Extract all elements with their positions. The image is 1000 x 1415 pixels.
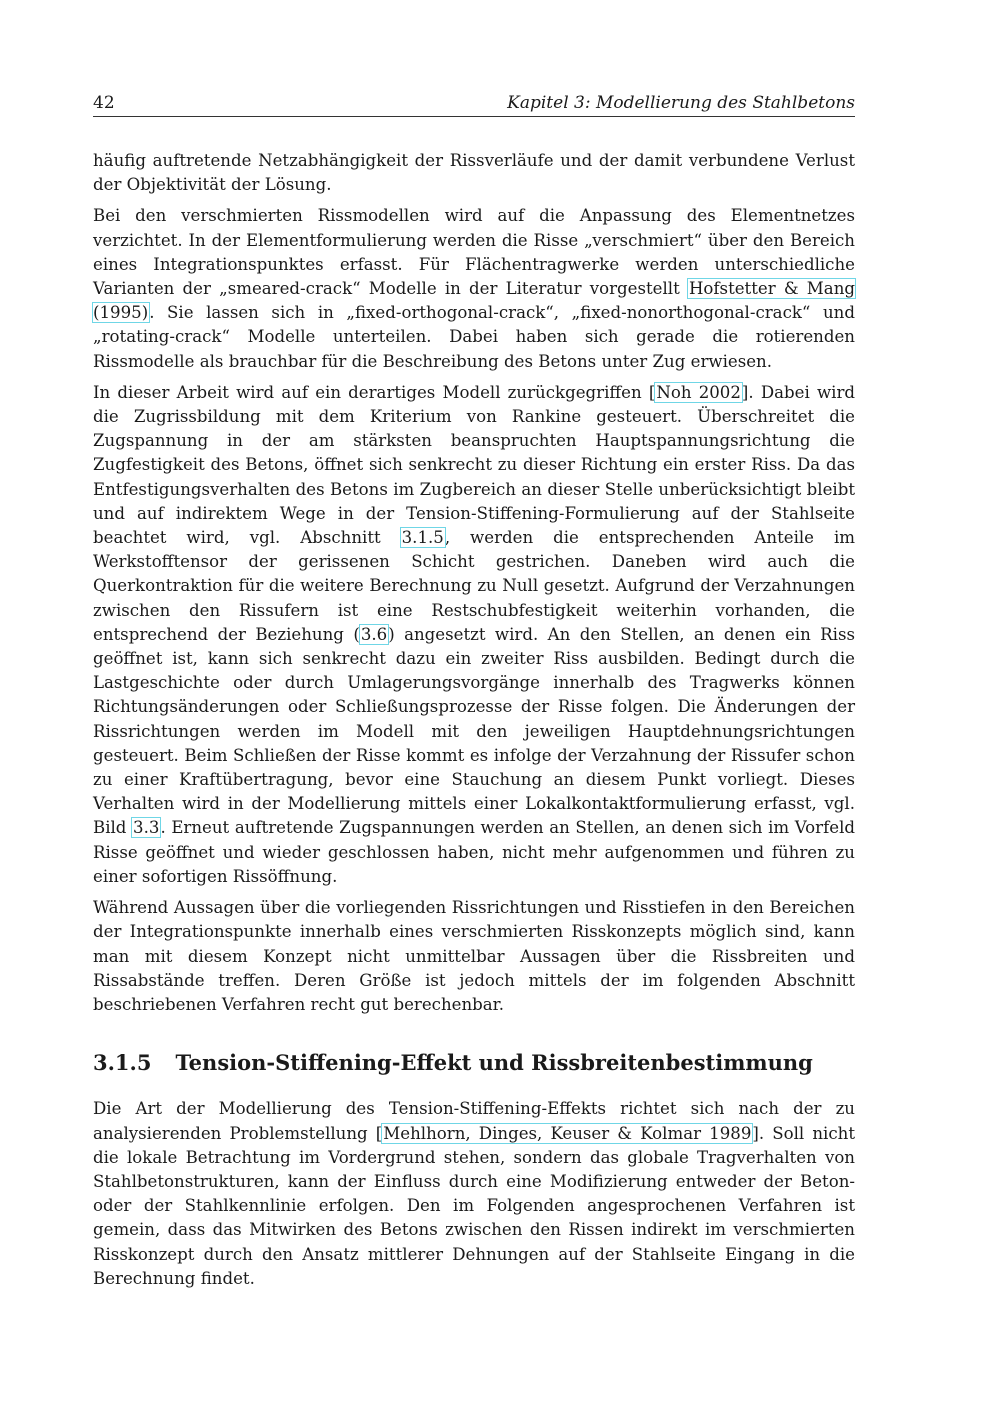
paragraph	[93, 204, 855, 373]
paragraph-text: ) angesetzt wird. An den Stellen, an denen ein Riss geöffnet ist, kann sich senkrecht dazu ein zweiter Riss ausbilden. Bedingt durch die Lastgeschichte oder durch Umlagerungsvorgänge innerhalb des Tragwerks können Richtungsänderungen oder Schließungsprozesse der Risse folgen. Die Änderungen der Rissrichtungen werden im Modell mit den jeweiligen Hauptdehnungsrichtungen gesteuert. Beim Schließen der Risse kommt es infolge der Verzahnung der Rissufer schon zu einer Kraftübertragung, bevor eine Stauchung an diesem Punkt vorliegt. Dieses Verhalten wird in der Modellierung mittels einer Lokalkontaktformulierung erfasst, vgl. Bild	[93, 624, 856, 838]
citation-link[interactable]: Noh 2002	[656, 382, 741, 402]
paragraph-text: häufig auftretende Netzabhängigkeit der Rissverläufe und der damit verbundene Verlust der Objektivität der Lösung.	[93, 151, 855, 195]
paragraph-text: . Sie lassen sich in „fixed-orthogonal-crack“, „fixed-nonorthogonal-crack“ und „rotating-crack“ Modelle unterteilen. Dabei haben sich gerade die rotierenden Rissmodelle als brauchbar für die Beschreibung des Betons unter Zug erwiesen.	[93, 303, 855, 371]
page-number: 42	[93, 93, 115, 113]
figure-reference-link[interactable]: 3.3	[133, 818, 160, 838]
paragraph-text: In dieser Arbeit wird auf ein derartiges Modell zurückgegriffen [	[93, 382, 656, 402]
section-heading	[93, 1051, 855, 1075]
paragraph-text: , werden die entsprechenden Anteile im Werkstofftensor der gerissenen Schicht gestrichen. Daneben wird auch die Querkontraktion für die weitere Berechnung zu Null gesetzt. Aufgrund der Verzahnungen zwischen den Rissufern ist eine Restschubfestigkeit weiterhin vorhanden, die entsprechend der Beziehung (	[93, 528, 855, 644]
paragraph-text: . Erneut auftretende Zugspannungen werden an Stellen, an denen sich im Vorfeld Risse geöffnet und wieder geschlossen haben, nicht mehr aufgenommen und führen zu einer sofortigen Rissöffnung.	[93, 818, 855, 886]
paragraph-text: ]. Dabei wird die Zugrissbildung mit dem Kriterium von Rankine gesteuert. Überschreitet die Zugspannung in der am stärksten beanspruchten Hauptspannungsrichtung die Zugfestigkeit des Betons, öffnet sich senkrecht zu dieser Richtung ein erster Riss. Da das Entfestigungsverhalten des Betons im Zugbereich an dieser Stelle unberücksichtigt bleibt und auf indirektem Wege in der Tension-Stiffening-Formulierung auf der Stahlseite beachtet wird, vgl. Abschnitt	[93, 382, 856, 548]
paragraph	[93, 1097, 855, 1291]
paragraph-text: Während Aussagen über die vorliegenden Rissrichtungen und Risstiefen in den Bereichen der Integrationspunkte innerhalb eines verschmierten Risskonzepts möglich sind, kann man mit diesem Konzept nicht unmittelbar Aussagen über die Rissbreiten und Rissabstände treffen. Deren Größe ist jedoch mittels der im folgenden Abschnitt beschriebenen Verfahren recht gut berechenbar.	[93, 898, 855, 1014]
citation-link[interactable]: Mehlhorn, Dinges, Keuser & Kolmar 1989	[383, 1123, 752, 1143]
page-header	[93, 93, 855, 117]
paragraph	[93, 896, 855, 1017]
paragraph	[93, 381, 855, 889]
paragraph-text: ]. Soll nicht die lokale Betrachtung im Vordergrund stehen, sondern das globale Tragverhalten von Stahlbetonstrukturen, kann der Einfluss durch eine Modifizierung entweder der Beton- oder der Stahlkennlinie erfolgen. Den im Folgenden angesprochenen Verfahren ist gemein, dass das Mitwirken des Betons zwischen den Rissen indirekt im verschmierten Risskonzept durch den Ansatz mittlerer Dehnungen auf der Stahlseite Eingang in die Berechnung findet.	[93, 1123, 855, 1288]
chapter-title: Kapitel 3: Modellierung des Stahlbetons	[507, 93, 855, 113]
citation-link[interactable]: Hofstetter & Mang (1995)	[93, 279, 855, 323]
paragraph	[93, 149, 855, 197]
equation-reference-link[interactable]: 3.6	[360, 624, 388, 644]
section-title: Tension-Stiffening-Effekt und Rissbreitenbestimmung	[175, 1050, 813, 1076]
paragraph-text: Die Art der Modellierung des Tension-Stiffening-Effekts richtet sich nach der zu analysierenden Problemstellung [	[93, 1099, 855, 1143]
section-number: 3.1.5	[93, 1050, 152, 1076]
page-body	[93, 149, 855, 1291]
paragraph-text: Bei den verschmierten Rissmodellen wird auf die Anpassung des Elementnetzes verzichtet. In der Elementformulierung werden die Risse „verschmiert“ über den Bereich eines Integrationspunktes erfasst. Für Flächentragwerke werden unterschiedliche Varianten der „smeared-crack“ Modelle in der Literatur vorgestellt	[93, 206, 855, 299]
document-page	[93, 93, 855, 1298]
section-reference-link[interactable]: 3.1.5	[401, 528, 444, 548]
